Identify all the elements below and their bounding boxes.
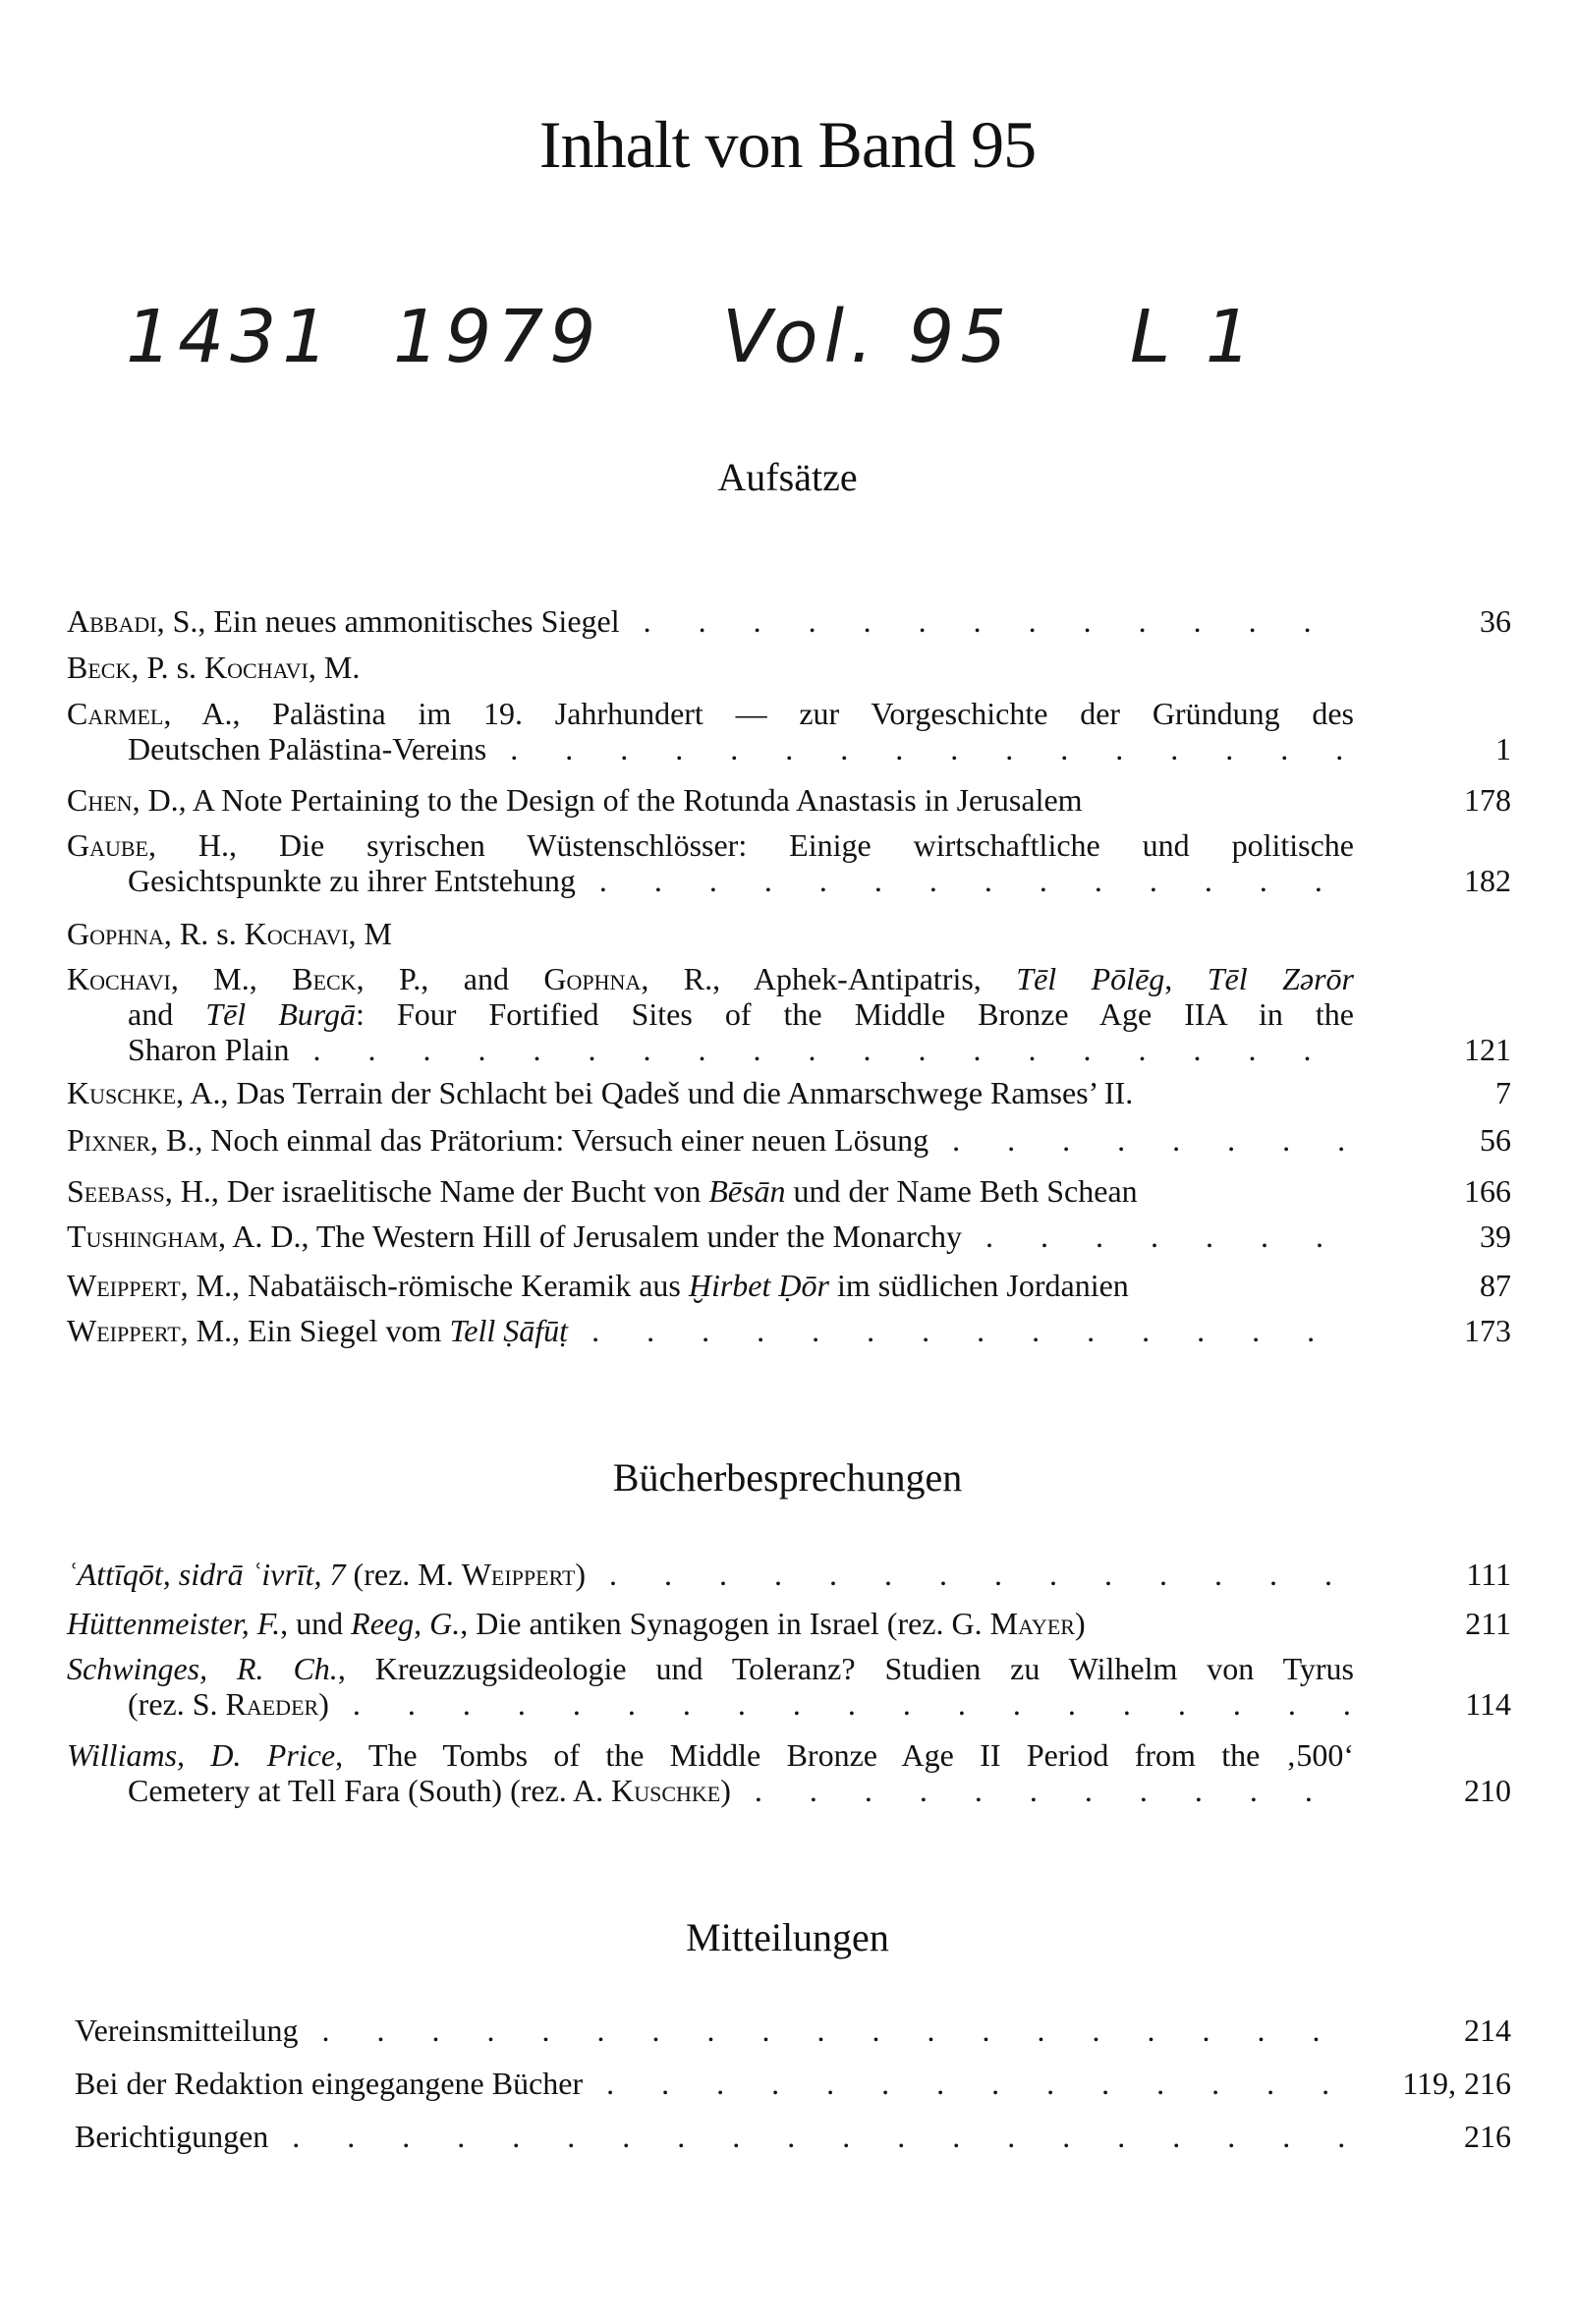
author-name: Seebass (67, 1173, 165, 1209)
cross-reference-initial: , M. (308, 650, 361, 685)
page-number: 56 (1480, 1122, 1511, 1158)
entry-text: , R., Aphek-Antipatris, (641, 961, 1017, 996)
dot-leader (599, 863, 1360, 898)
page-number: 1 (1495, 731, 1511, 766)
entry-text: , M., (170, 961, 293, 996)
page-number: 211 (1465, 1606, 1511, 1641)
page-number: 87 (1480, 1268, 1511, 1303)
page-number: 39 (1480, 1219, 1511, 1254)
page-number: 7 (1495, 1075, 1511, 1110)
author-name: Abbadi (67, 603, 157, 639)
toc-entry (67, 1268, 1511, 1303)
entry-title: im südlichen Jordanien (828, 1268, 1129, 1303)
toc-entry (67, 1219, 1511, 1254)
handwritten-year: 1979 (393, 295, 602, 379)
author-name: Kochavi (204, 650, 309, 685)
handwritten-call-number: 1431 (126, 295, 335, 379)
page-number: 166 (1464, 1173, 1511, 1209)
dot-leader (312, 1032, 1360, 1067)
entry-title: , S., Ein neues ammonitisches Siegel (156, 603, 620, 639)
toc-entry (67, 961, 1511, 1067)
entry-title: Berichtigungen (75, 2119, 269, 2154)
entry-text: and (128, 996, 206, 1032)
dot-leader (985, 1219, 1360, 1254)
entry-title: , A. D., The Western Hill of Jerusalem under the Monarchy (218, 1219, 962, 1254)
reviewer-text: ) (720, 1773, 731, 1808)
place-name: Ḫirbet Ḍōr (688, 1268, 829, 1303)
reviewer-name: Kuschke (611, 1773, 721, 1808)
toc-entry (67, 603, 1511, 639)
toc-entry (67, 1313, 1511, 1348)
handwritten-volume: Vol. 95 (722, 295, 1013, 379)
author-name: Tushingham (67, 1219, 218, 1254)
entry-title: , M., Nabatäisch-römische Keramik aus (180, 1268, 689, 1303)
page-number: 114 (1465, 1686, 1511, 1722)
cross-reference-initial: , M (348, 916, 392, 951)
author-name: Reeg, G. (351, 1606, 461, 1641)
page-number: 173 (1464, 1313, 1511, 1348)
entry-text: : Four Fortified Sites of the Middle Bronze Age IIA in the (356, 996, 1355, 1032)
entry-title: , D., A Note Pertaining to the Design of the Rotunda Anastasis in Jerusalem (132, 782, 1083, 818)
author-name: Gophna (543, 961, 642, 996)
author-name: Kuschke (67, 1075, 177, 1110)
toc-entry (67, 827, 1511, 898)
entry-title: , Kreuzzugsideologie und Toleranz? Studien zu Wilhelm von Tyrus (337, 1651, 1355, 1686)
toc-entry (67, 1606, 1511, 1641)
dot-leader (322, 2012, 1360, 2048)
section-heading-mitteilungen: Mitteilungen (686, 1915, 889, 1959)
page-number: 182 (1464, 863, 1511, 898)
page-number: 214 (1464, 2012, 1511, 2048)
entry-text: , und (280, 1606, 352, 1641)
toc-entry (67, 1737, 1511, 1808)
author-name: Chen (67, 782, 133, 818)
place-name: Tēl Zərōr (1207, 961, 1354, 996)
reviewer-text: ) (575, 1557, 587, 1592)
page-number: 111 (1466, 1557, 1511, 1592)
dot-leader (755, 1773, 1360, 1808)
toc-entry (67, 1651, 1511, 1722)
dot-leader (609, 1557, 1360, 1592)
page-number: 36 (1480, 603, 1511, 639)
reviewer-name: Weippert (461, 1557, 576, 1592)
author-name: Weippert (67, 1313, 181, 1348)
author-name: Gophna (67, 916, 164, 951)
author-name: Beck (292, 961, 357, 996)
dot-leader (292, 2119, 1360, 2154)
entry-title: und der Name Beth Schean (785, 1173, 1138, 1209)
handwritten-shelf-mark: L 1 (1130, 295, 1258, 379)
toc-entry (67, 650, 1511, 685)
author-name: Kochavi (67, 961, 171, 996)
toc-entry (67, 1557, 1511, 1592)
reviewer-text: ) (318, 1686, 329, 1722)
entry-title: , H., Der israelitische Name der Bucht von (164, 1173, 709, 1209)
author-name: Carmel (67, 696, 164, 731)
entry-title: , A., Palästina im 19. Jahrhundert — zur Vorgeschichte der Gründung des (163, 696, 1354, 731)
entry-title-continued: Cemetery at Tell Fara (South) (rez. A. (128, 1773, 612, 1808)
section-heading-buecherbesprechungen: Bücherbesprechungen (612, 1455, 963, 1500)
toc-entry (67, 1173, 1511, 1209)
toc-entry (67, 782, 1511, 818)
section-heading-aufsaetze: Aufsätze (717, 455, 858, 499)
page-number: 216 (1464, 2119, 1511, 2154)
cross-reference: , P. s. (131, 650, 205, 685)
author-name: Kochavi (244, 916, 349, 951)
reviewer-text: (rez. S. (128, 1686, 226, 1722)
dot-leader (606, 2066, 1360, 2101)
entry-title-continued: Deutschen Palästina-Vereins (128, 731, 487, 766)
place-name: Tell Ṣāfūṭ (449, 1313, 569, 1348)
entry-text: , (1164, 961, 1208, 996)
entry-title: , The Tombs of the Middle Bronze Age II Period from the ‚500‘ (335, 1737, 1355, 1773)
dot-leader (644, 603, 1360, 639)
dot-leader (510, 731, 1360, 766)
entry-title: , A., Das Terrain der Schlacht bei Qadeš und die Anmarschwege Ramses’ II. (176, 1075, 1134, 1110)
author-name: Weippert (67, 1268, 181, 1303)
author-name: Pixner (67, 1122, 151, 1158)
dot-leader (353, 1686, 1360, 1722)
page-number: 119, 216 (1402, 2066, 1511, 2101)
work-title: ʿAttīqōt, sidrā ʿivrīt, 7 (67, 1557, 346, 1592)
entry-title-continued: Sharon Plain (128, 1032, 290, 1067)
dot-leader (952, 1122, 1360, 1158)
toc-entry (75, 2012, 1511, 2048)
reviewer-text: (rez. M. (345, 1557, 462, 1592)
entry-title: , Die antiken Synagogen in Israel (rez. G. (460, 1606, 990, 1641)
entry-title-continued: Gesichtspunkte zu ihrer Entstehung (128, 863, 576, 898)
entry-title: Bei der Redaktion eingegangene Bücher (75, 2066, 584, 2101)
author-name: Beck (67, 650, 132, 685)
entry-text: , P., and (356, 961, 544, 996)
cross-reference: , R. s. (163, 916, 245, 951)
entry-title: Vereinsmitteilung (75, 2012, 299, 2048)
author-name: Hüttenmeister, F. (67, 1606, 281, 1641)
toc-entry (67, 696, 1511, 766)
page-title: Inhalt von Band 95 (538, 107, 1037, 182)
page-number: 178 (1464, 782, 1511, 818)
author-name: Schwinges, R. Ch. (67, 1651, 338, 1686)
toc-entry (67, 1122, 1511, 1158)
place-name: Tēl Burgā (205, 996, 357, 1032)
author-name: Williams, D. Price (67, 1737, 336, 1773)
toc-entry (67, 916, 1511, 951)
reviewer-name: Raeder (225, 1686, 319, 1722)
reviewer-name: Mayer (989, 1606, 1075, 1641)
place-name: Tēl Pōlēg (1016, 961, 1165, 996)
place-name: Bēsān (708, 1173, 786, 1209)
page-number: 121 (1464, 1032, 1511, 1067)
dot-leader (591, 1313, 1360, 1348)
author-name: Gaube (67, 827, 148, 863)
entry-title: , B., Noch einmal das Prätorium: Versuch einer neuen Lösung (150, 1122, 929, 1158)
entry-title: , H., Die syrischen Wüstenschlösser: Einige wirtschaftliche und politische (148, 827, 1354, 863)
reviewer-text: ) (1074, 1606, 1086, 1641)
toc-entry (67, 1075, 1511, 1110)
entry-title: , M., Ein Siegel vom (180, 1313, 450, 1348)
page-number: 210 (1464, 1773, 1511, 1808)
toc-entry (75, 2119, 1511, 2154)
toc-entry (75, 2066, 1511, 2101)
